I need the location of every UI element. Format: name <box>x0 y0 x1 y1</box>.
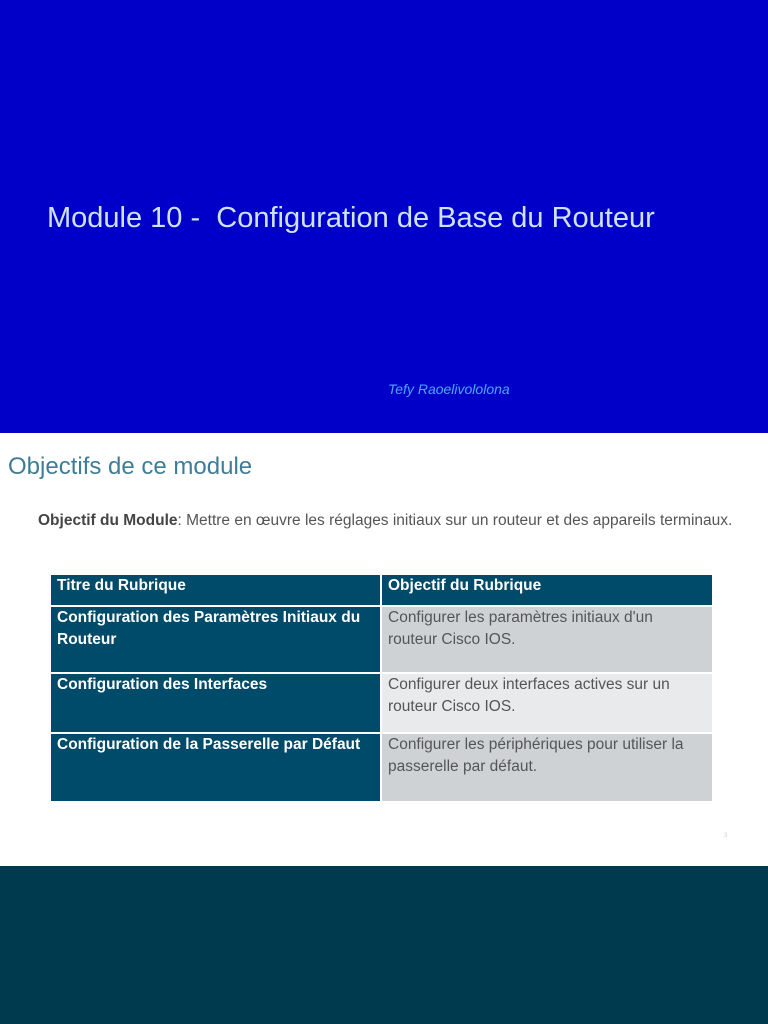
topic-objective: Configurer les périphériques pour utiliser la passerelle par défaut. <box>381 733 713 802</box>
objectives-slide <box>0 433 768 866</box>
page-number: 3 <box>724 833 728 839</box>
topics-table <box>49 573 714 803</box>
module-title: Module 10 - Configuration de Base du Routeur <box>47 202 655 234</box>
objective-text: : Mettre en œuvre les réglages initiaux sur un routeur et des appareils terminaux. <box>177 512 733 529</box>
slide-heading: Objectifs de ce module <box>8 453 253 480</box>
table-row <box>50 673 713 733</box>
topic-title: Configuration des Interfaces <box>50 673 381 733</box>
topic-title: Configuration des Paramètres Initiaux du Routeur <box>50 606 381 673</box>
table-row <box>50 606 713 673</box>
topic-objective: Configurer deux interfaces actives sur un routeur Cisco IOS. <box>381 673 713 733</box>
title-slide <box>0 0 768 433</box>
column-header-title: Titre du Rubrique <box>50 574 381 606</box>
column-header-objective: Objectif du Rubrique <box>381 574 713 606</box>
table-header-row <box>50 574 713 606</box>
table-row <box>50 733 713 802</box>
module-objective <box>38 511 738 531</box>
topic-title: Configuration de la Passerelle par Défaut <box>50 733 381 802</box>
author-name: Tefy Raoelivololona <box>388 381 510 397</box>
objective-label: Objectif du Module <box>38 512 178 529</box>
next-slide-preview <box>0 866 768 1024</box>
topic-objective: Configurer les paramètres initiaux d'un routeur Cisco IOS. <box>381 606 713 673</box>
